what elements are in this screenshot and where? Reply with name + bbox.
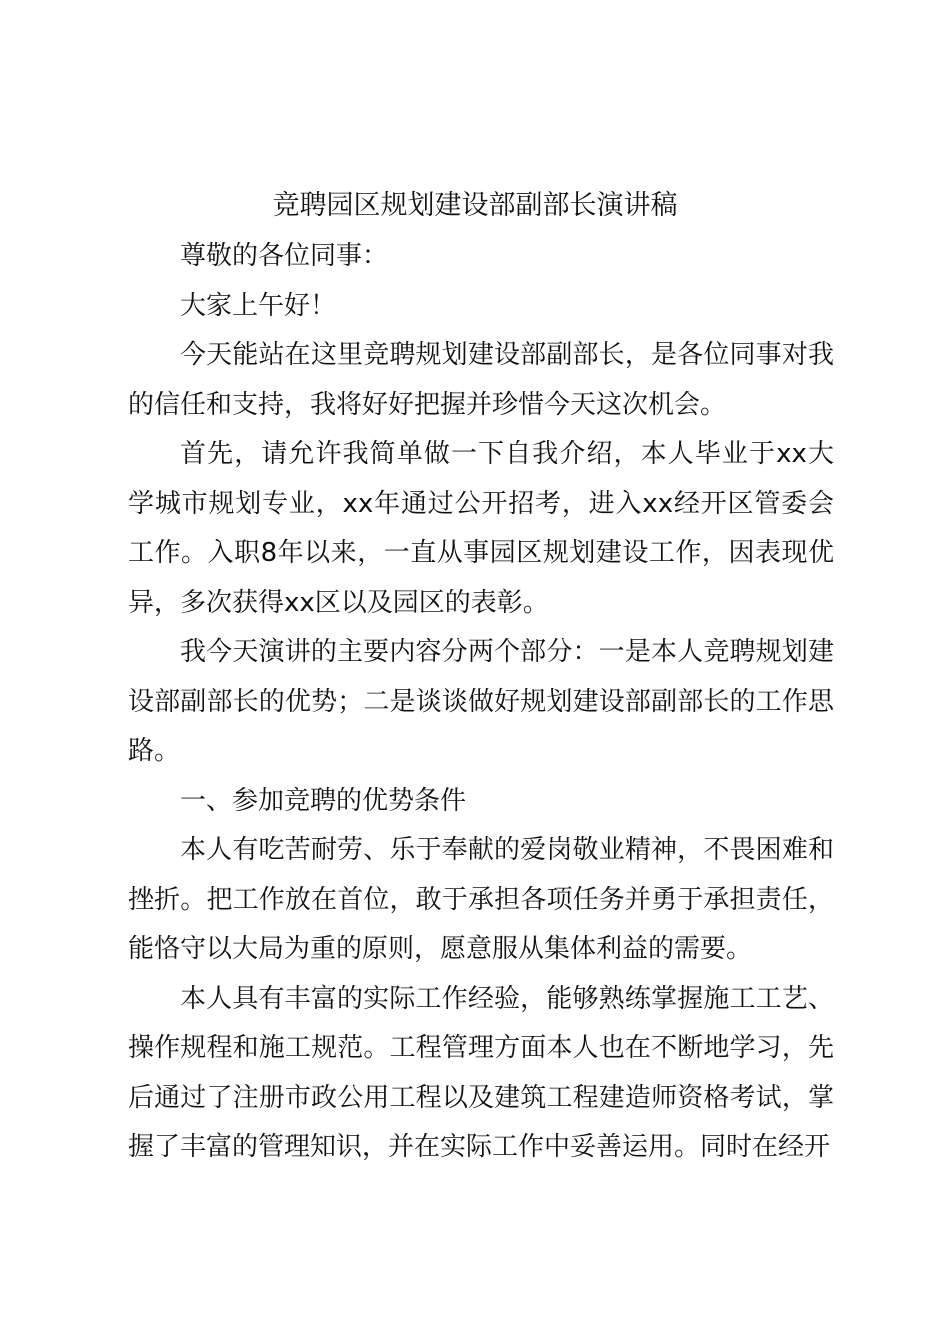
paragraph-experience: 本人具有丰富的实际工作经验，能够熟练掌握施工工艺、操作规程和施工规范。工程管理方面本人也在不断地学习，先后通过了注册市政公用工程以及建筑工程建造师资格考试，掌握了丰富的管理知识，并在实际工作中妥善运用。同时在经开 — [128, 983, 834, 1162]
salutation: 尊敬的各位同事： — [180, 241, 389, 271]
section-heading: 一、参加竞聘的优势条件 — [180, 785, 467, 816]
greeting: 大家上午好！ — [180, 290, 337, 321]
paragraph-opening: 今天能站在这里竞聘规划建设部副部长，是各位同事对我的信任和支持，我将好好把握并珍惜今天这次机会。 — [128, 340, 834, 420]
paragraph-dedication: 本人有吃苦耐劳、乐于奉献的爱岗敬业精神，不畏困难和挫折。把工作放在首位，敢于承担各项任务并勇于承担责任，能恪守以大局为重的原则，愿意服从集体利益的需要。 — [128, 835, 834, 964]
paragraph-introduction: 首先，请允许我简单做一下自我介绍，本人毕业于xx大学城市规划专业，xx年通过公开招考，进入xx经开区管委会工作。入职8年以来，一直从事园区规划建设工作，因表现优异，多次获得xx区以及园区的表彰。 — [128, 439, 834, 618]
document-title: 竞聘园区规划建设部副部长演讲稿 — [272, 190, 678, 221]
paragraph-outline: 我今天演讲的主要内容分两个部分：一是本人竞聘规划建设部副部长的优势；二是谈谈做好规划建设部副部长的工作思路。 — [128, 637, 834, 766]
document-body — [128, 232, 834, 1173]
